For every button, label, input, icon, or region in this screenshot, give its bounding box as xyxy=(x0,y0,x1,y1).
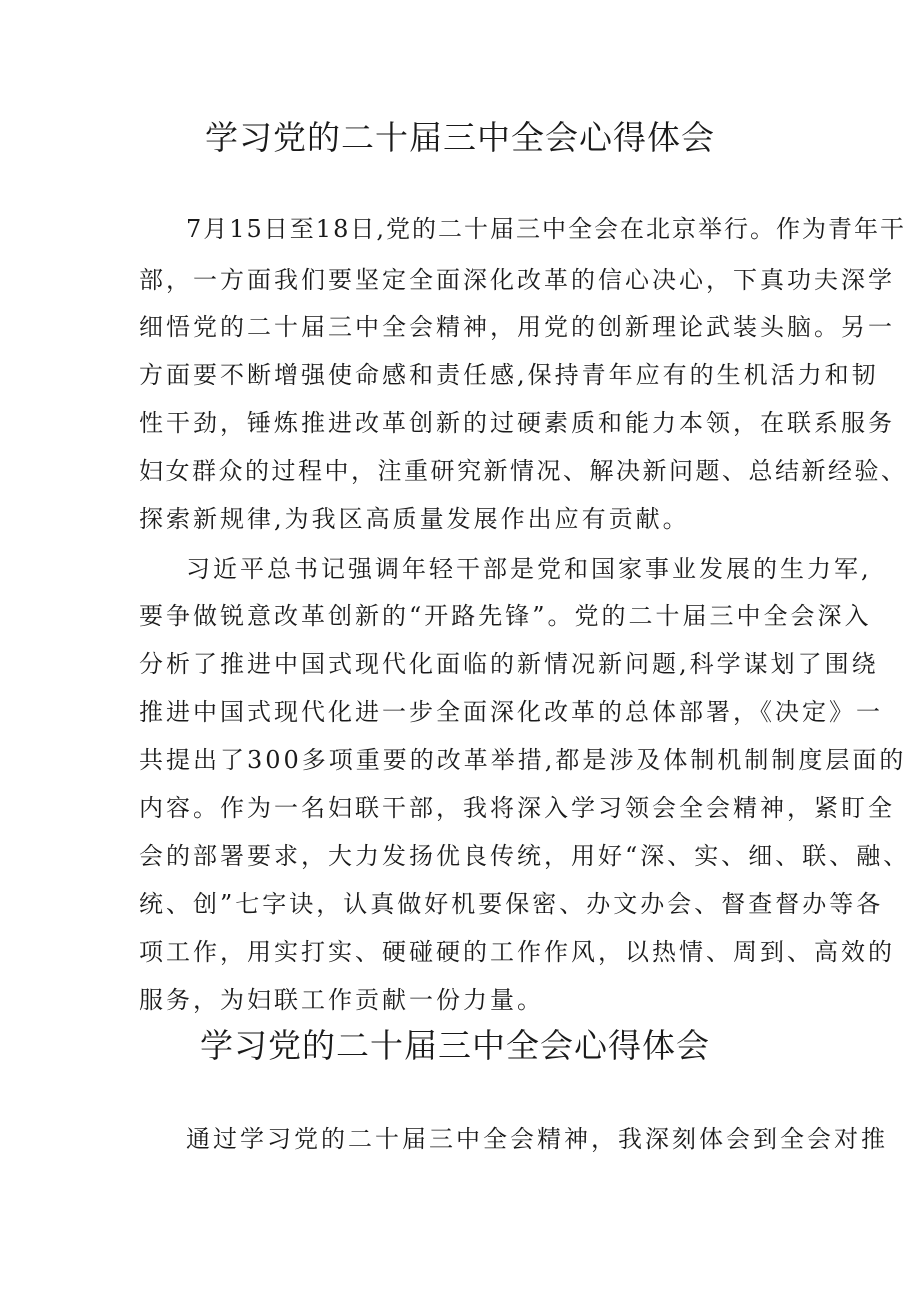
paragraph-line: 统、创”七字诀，认真做好机要保密、办文办会、督查督办等各 xyxy=(139,890,884,918)
paragraph-line: 通过学习党的二十届三中全会精神，我深刻体会到全会对推 xyxy=(186,1125,888,1153)
paragraph-line: 7月15日至18日,党的二十届三中全会在北京举行。作为青年干 xyxy=(186,215,906,243)
paragraph-line: 共提出了300多项重要的改革举措,都是涉及体制机制制度层面的 xyxy=(139,746,907,774)
paragraph-line: 方面要不断增强使命感和责任感,保持青年应有的生机活力和韧 xyxy=(139,361,879,389)
paragraph-line: 性干劲，锤炼推进改革创新的过硬素质和能力本领，在联系服务 xyxy=(139,409,895,437)
paragraph-line: 探索新规律,为我区高质量发展作出应有贡献。 xyxy=(139,505,690,533)
paragraph-line: 部，一方面我们要坚定全面深化改革的信心决心，下真功夫深学 xyxy=(139,266,895,294)
paragraph-line: 推进中国式现代化进一步全面深化改革的总体部署，《决定》一 xyxy=(139,698,883,726)
paragraph-line: 习近平总书记强调年轻干部是党和国家事业发展的生力军, xyxy=(186,555,872,583)
paragraph-line: 细悟党的二十届三中全会精神，用党的创新理论武装头脑。另一 xyxy=(139,313,895,341)
document-title: 学习党的二十届三中全会心得体会 xyxy=(205,118,715,157)
paragraph-line: 会的部署要求，大力发扬优良传统，用好“深、实、细、联、融、 xyxy=(139,842,911,870)
paragraph-line: 服务，为妇联工作贡献一份力量。 xyxy=(139,986,544,1014)
paragraph-line: 内容。作为一名妇联干部，我将深入学习领会全会精神，紧盯全 xyxy=(139,794,895,822)
paragraph-line: 项工作，用实打实、硬碰硬的工作作风，以热情、周到、高效的 xyxy=(139,938,895,966)
document-title-second: 学习党的二十届三中全会心得体会 xyxy=(200,1026,710,1065)
paragraph-line: 要争做锐意改革创新的“开路先锋”。党的二十届三中全会深入 xyxy=(139,602,872,630)
paragraph-line: 分析了推进中国式现代化面临的新情况新问题,科学谋划了围绕 xyxy=(139,650,879,678)
paragraph-line: 妇女群众的过程中，注重研究新情况、解决新问题、总结新经验、 xyxy=(139,457,908,485)
